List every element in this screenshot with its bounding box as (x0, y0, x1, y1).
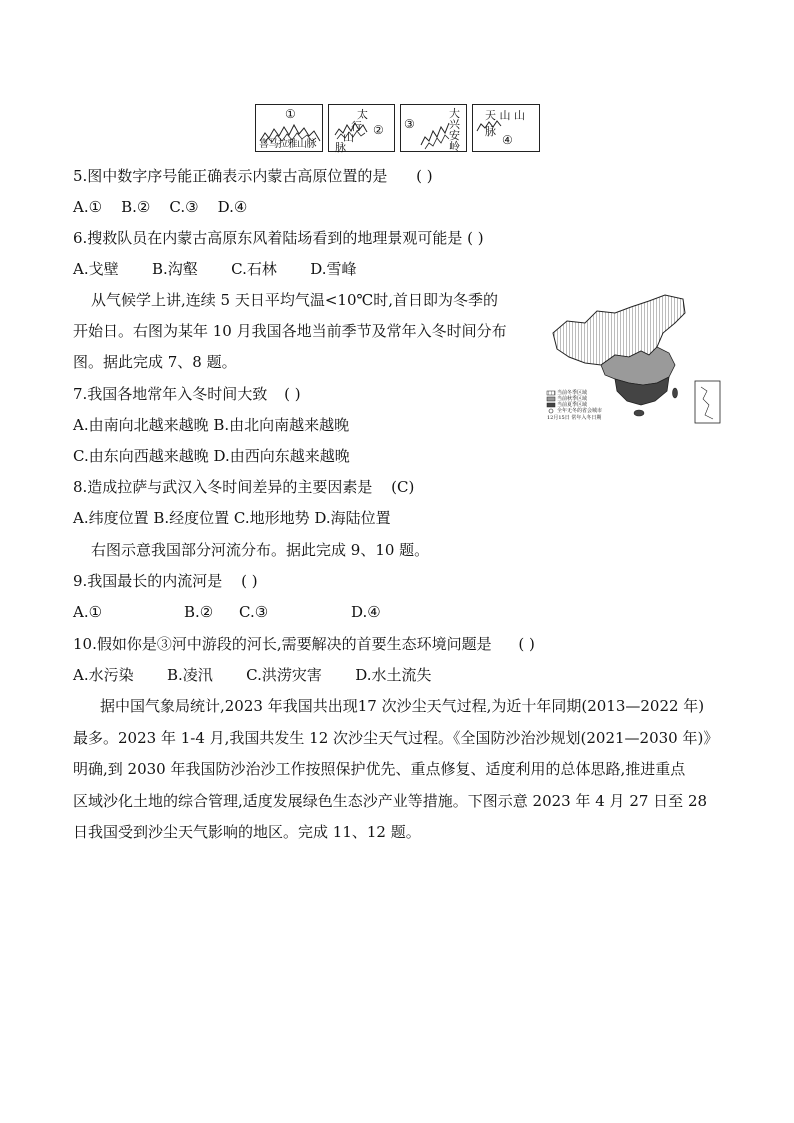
box3-number: ③ (404, 117, 415, 131)
q9-option-b: B.② (184, 603, 214, 621)
q8-text: 8.造成拉萨与武汉入冬时间差异的主要因素是 (73, 478, 373, 496)
box4-label: 天 山 山 脉 (485, 109, 525, 138)
q6-text: 6.搜救队员在内蒙古高原东风着陆场看到的地理景观可能是 (73, 229, 463, 247)
box4-number: ④ (502, 133, 513, 147)
map-legend-item-autumn: 当前秋季区域 (557, 396, 588, 402)
mountain-box-3 (400, 104, 467, 152)
q9-options (73, 602, 381, 622)
mountain-box-2 (328, 104, 395, 152)
q8-answer: (C) (391, 478, 415, 496)
q10-stem (73, 634, 535, 654)
intro910: 右图示意我国部分河流分布。据此完成 9、10 题。 (91, 541, 430, 559)
q5-text: 5.图中数字序号能正确表示内蒙古高原位置的是 (73, 167, 388, 185)
q10-answer-bracket: ( ) (518, 635, 535, 653)
q9-stem (73, 571, 258, 591)
intro1112-line5: 日我国受到沙尘天气影响的地区。完成 11、12 题。 (73, 823, 421, 841)
box2-label-mid2: 山 (343, 131, 354, 144)
map-legend-item-summer: 当前夏季区域 (557, 402, 588, 408)
intro1112-line3: 明确,到 2030 年我国防沙治沙工作按照保护优先、重点修复、适度利用的总体思路,推进重点 (73, 760, 686, 778)
map-legend-isoline: 12月15日 常年入冬日期 (547, 415, 602, 421)
intro1112-line4: 区域沙化土地的综合管理,适度发展绿色生态沙产业等措施。下图示意 2023 年 4 月 27 日至 28 (73, 792, 708, 810)
box2-label-top: 太 (357, 108, 368, 121)
q7-text: 7.我国各地常年入冬时间大致 (73, 385, 268, 403)
intro78-line1: 从气候学上讲,连续 5 天日平均气温<10℃时,首日即为冬季的 (91, 291, 499, 309)
box1-label: 喜马拉雅山脉 (259, 139, 316, 150)
q8-stem (73, 477, 414, 497)
box2-label-bot: 脉 (335, 141, 346, 154)
q7-options-ab: A.由南向北越来越晚 B.由北向南越来越晚 (73, 416, 350, 434)
q7-options-cd: C.由东向西越来越晚 D.由西向东越来越晚 (73, 447, 350, 465)
q10-options: A.水污染 B.凌汛 C.洪涝灾害 D.水土流失 (73, 666, 432, 684)
mountain-box-1 (255, 104, 323, 152)
box2-label-mid1: 行 (351, 120, 362, 133)
intro1112-line1: 据中国气象局统计,2023 年我国共出现17 次沙尘天气过程,为近十年同期(2013—2022 年) (100, 697, 705, 715)
map-legend-item-winter: 当前冬季区域 (557, 390, 588, 396)
q8-options: A.纬度位置 B.经度位置 C.地形地势 D.海陆位置 (73, 509, 391, 527)
q5-answer-bracket: ( ) (416, 167, 433, 185)
china-season-map (545, 293, 723, 427)
box2-number: ② (373, 123, 384, 137)
box3-label-1: 大 (449, 107, 460, 120)
mountain-box-4 (472, 104, 540, 152)
q9-text: 9.我国最长的内流河是 (73, 572, 223, 590)
q5-stem (73, 166, 433, 186)
q6-stem (73, 228, 484, 248)
q7-answer-bracket: ( ) (284, 385, 301, 403)
q9-option-c: C.③ (239, 603, 269, 621)
q6-options: A.戈壁 B.沟壑 C.石林 D.雪峰 (73, 260, 357, 278)
intro78-line3: 图。据此完成 7、8 题。 (73, 353, 237, 371)
q7-stem (73, 384, 301, 404)
q9-option-a: A.① (73, 603, 103, 621)
q5-options: A.① B.② C.③ D.④ (73, 198, 248, 216)
box3-label-3: 安 (449, 129, 460, 142)
q9-option-d: D.④ (351, 603, 381, 621)
q9-answer-bracket: ( ) (241, 572, 258, 590)
box3-label-2: 兴 (449, 118, 460, 131)
box3-label-4: 岭 (449, 140, 460, 153)
map-legend-item-no-winter: 全年无冬的省会城市 (557, 408, 603, 414)
q10-text: 10.假如你是③河中游段的河长,需要解决的首要生态环境问题是 (73, 635, 492, 653)
intro1112-line2: 最多。2023 年 1-4 月,我国共发生 12 次沙尘天气过程。《全国防沙治沙规划(2021—2030 年)》 (73, 729, 719, 747)
intro78-line2: 开始日。右图为某年 10 月我国各地当前季节及常年入冬时间分布 (73, 322, 507, 340)
box1-number: ① (285, 107, 296, 121)
q6-answer-bracket: ( ) (467, 229, 484, 247)
